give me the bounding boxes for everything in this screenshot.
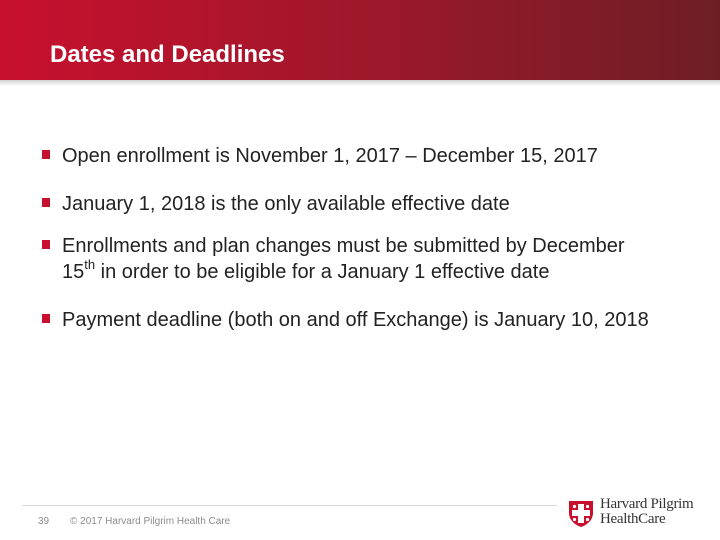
bullet-superscript: th — [84, 257, 96, 273]
banner-shadow — [0, 80, 720, 86]
bullet-list — [42, 143, 662, 333]
page-number: 39 — [38, 516, 50, 527]
bullet-text: January 1, 2018 is the only available effective date — [62, 193, 510, 215]
bullet-item — [42, 143, 662, 169]
harvard-pilgrim-logo — [566, 496, 708, 530]
square-bullet-icon — [42, 198, 50, 207]
footer-divider — [22, 505, 557, 506]
bullet-text: Open enrollment is November 1, 2017 – December 15, 2017 — [62, 145, 598, 167]
square-bullet-icon — [42, 150, 50, 159]
square-bullet-icon — [42, 314, 50, 323]
logo-wordmark-line1: Harvard Pilgrim — [600, 496, 694, 512]
copyright-text: © 2017 Harvard Pilgrim Health Care — [70, 516, 231, 527]
bullet-text-before: Enrollments and plan changes must be submitted by December 15 — [62, 235, 625, 283]
bullet-item — [42, 191, 662, 217]
logo-cross-icon — [566, 498, 596, 528]
square-bullet-icon — [42, 240, 50, 249]
bullet-text-after: in order to be eligible for a January 1 effective date — [95, 261, 550, 283]
logo-wordmark-line2: HealthCare — [600, 511, 666, 527]
slide-title: Dates and Deadlines — [50, 41, 285, 68]
bullet-text: Payment deadline (both on and off Exchange) is January 10, 2018 — [62, 309, 649, 331]
bullet-item — [42, 307, 662, 333]
bullet-item — [42, 233, 662, 285]
